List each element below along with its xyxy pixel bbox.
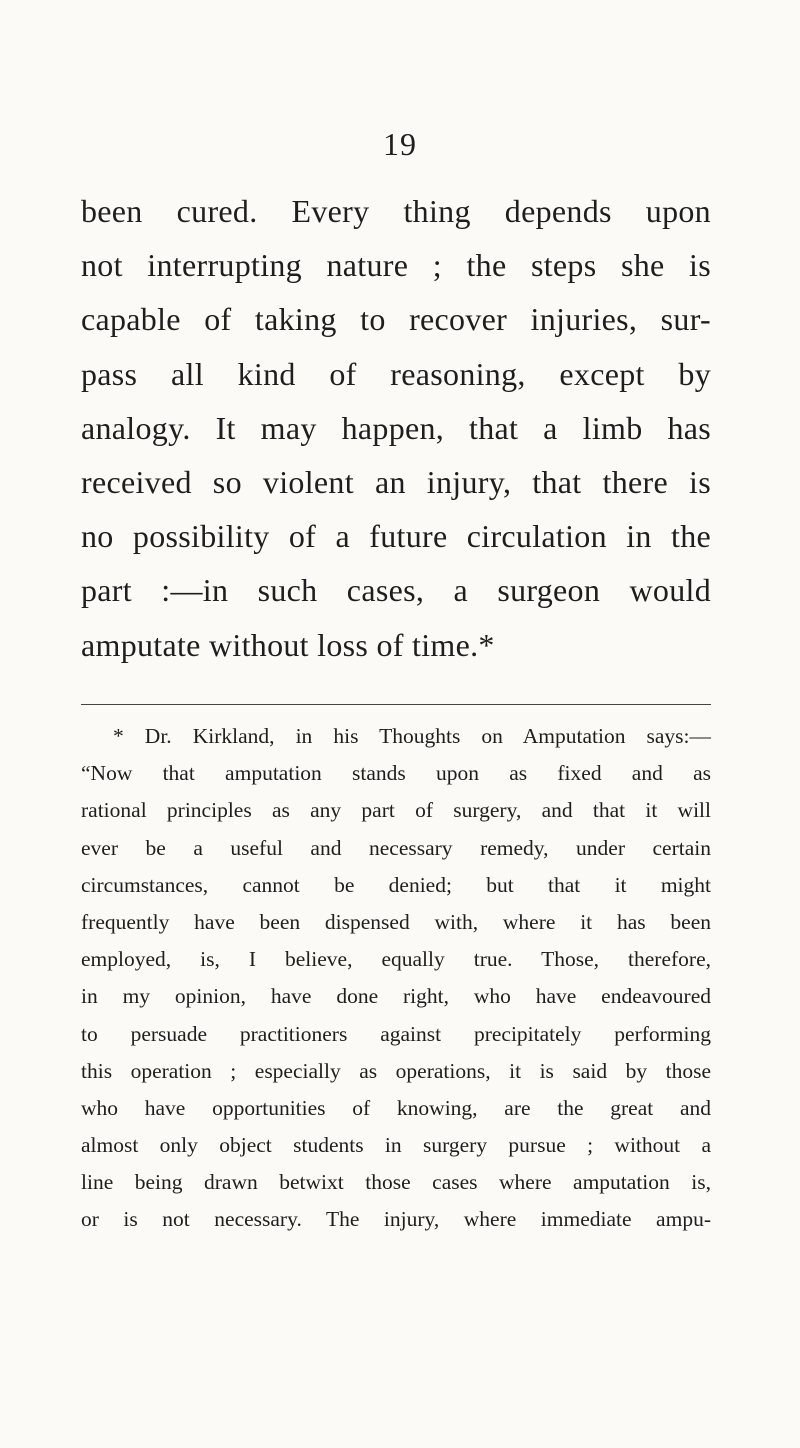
footnote-line: circumstances, cannot be denied; but that it might: [81, 872, 711, 897]
footnote-line: frequently have been dispensed with, where it has been: [81, 909, 711, 934]
footnote-line: this operation ; especially as operations, it is said by those: [81, 1058, 711, 1083]
footnote-divider: [81, 704, 711, 705]
footnote-line: rational principles as any part of surgery, and that it will: [81, 798, 711, 823]
body-line: part :—in such cases, a surgeon would: [81, 572, 711, 609]
body-line: capable of taking to recover injuries, sur-: [81, 301, 711, 338]
body-line: no possibility of a future circulation in the: [81, 518, 711, 555]
footnote-line: * Dr. Kirkland, in his Thoughts on Amputation says:—: [113, 724, 711, 748]
footnote-line: employed, is, I believe, equally true. Those, therefore,: [81, 947, 711, 972]
footnote: [81, 718, 711, 1239]
body-text: [81, 184, 711, 672]
body-line: pass all kind of reasoning, except by: [81, 355, 711, 392]
page-number: 19: [383, 126, 417, 162]
footnote-line: in my opinion, have done right, who have endeavoured: [81, 984, 711, 1009]
body-line: analogy. It may happen, that a limb has: [81, 409, 711, 446]
body-line: amputate without loss of time.*: [81, 626, 495, 663]
footnote-line: line being drawn betwixt those cases where amputation is,: [81, 1170, 711, 1195]
footnote-line: almost only object students in surgery pursue ; without a: [81, 1133, 711, 1158]
body-line: received so violent an injury, that there is: [81, 463, 711, 500]
footnote-line: who have opportunities of knowing, are the great and: [81, 1095, 711, 1120]
footnote-line: “Now that amputation stands upon as fixed and as: [81, 761, 711, 786]
footnote-line: or is not necessary. The injury, where immediate ampu-: [81, 1207, 711, 1232]
footnote-line: to persuade practitioners against precipitately performing: [81, 1021, 711, 1046]
footnote-line: ever be a useful and necessary remedy, under certain: [81, 835, 711, 860]
body-line: not interrupting nature ; the steps she is: [81, 247, 711, 284]
body-line: been cured. Every thing depends upon: [81, 193, 711, 229]
